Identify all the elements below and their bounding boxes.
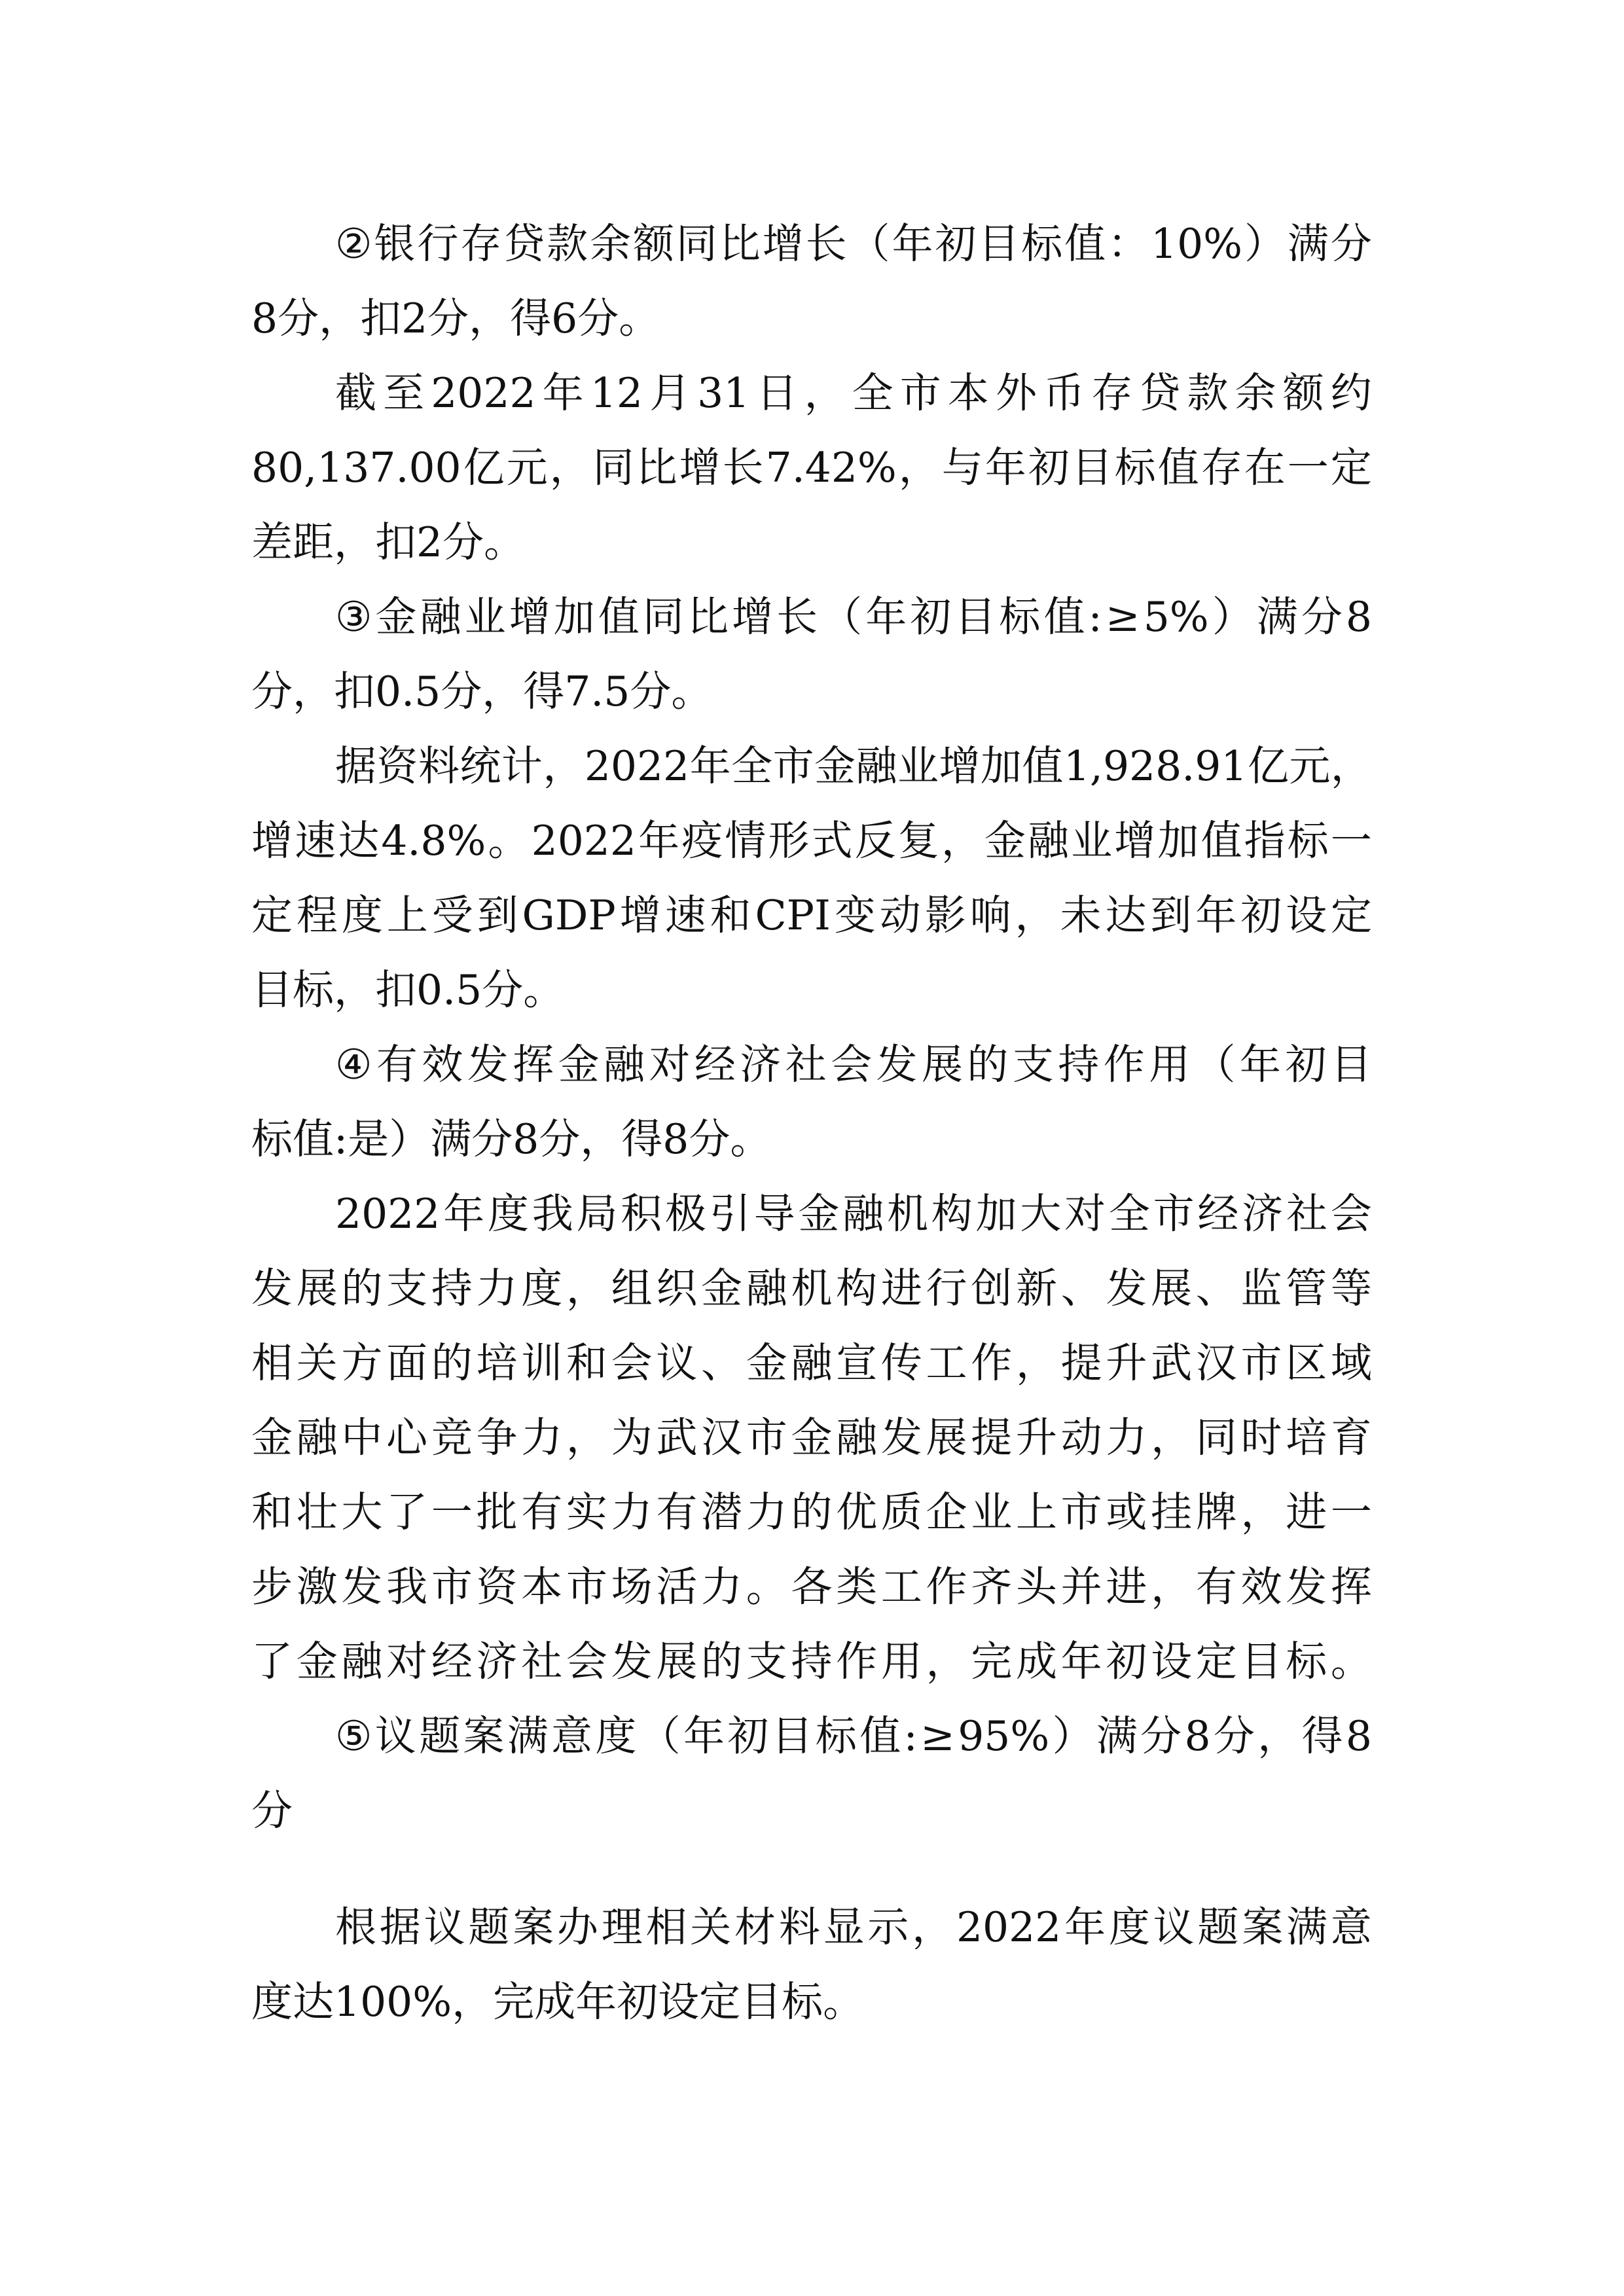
section-5-heading-line-2: 分 — [251, 1787, 293, 1835]
section-4-body-line-7: 了 金 融 对 经 济 社 会 发 展 的 支 持 作 用 ， 完 成 年 初 设 定 目 标 。 — [251, 1638, 1372, 1685]
section-3-heading-line-1: ③ 金 融 业 增 加 值 同 比 增 长 （ 年 初 目 标 值 : ≥ 5% ） 满 分 8 — [335, 593, 1372, 641]
section-4-heading-line-1: ④ 有 效 发 挥 金 融 对 经 济 社 会 发 展 的 支 持 作 用 （ 年 初 目 — [335, 1041, 1372, 1088]
section-5-body-line-2: 度达100%，完成年初设定目标。 — [251, 1978, 865, 2026]
section-4-heading-line-2: 标值:是）满分8分，得8分。 — [251, 1115, 772, 1163]
section-2-heading-line-2: 8分，扣2分，得6分。 — [251, 295, 660, 342]
section-3-body-line-1: 据 资 料 统 计 ， 2022 年 全 市 金 融 业 增 加 值 1,928.91 亿 元 ， — [335, 742, 1372, 790]
section-5-heading-line-1: ⑤ 议 题 案 满 意 度 （ 年 初 目 标 值 : ≥ 95% ） 满 分 8 分 ， 得 8 — [335, 1712, 1372, 1760]
section-3-body-line-2: 增 速 达 4.8% 。 2022 年 疫 情 形 式 反 复 ， 金 融 业 增 加 值 指 标 一 — [251, 817, 1372, 865]
section-3-body-line-3: 定 程 度 上 受 到 GDP 增 速 和 CPI 变 动 影 响 ， 未 达 到 年 初 设 定 — [251, 891, 1372, 939]
section-5-body-line-1: 根 据 议 题 案 办 理 相 关 材 料 显 示 ， 2022 年 度 议 题 案 满 意 — [335, 1903, 1372, 1951]
section-4-body-line-5: 和 壮 大 了 一 批 有 实 力 有 潜 力 的 优 质 企 业 上 市 或 挂 牌 ， 进 一 — [251, 1488, 1372, 1536]
section-4-body-line-2: 发 展 的 支 持 力 度 ， 组 织 金 融 机 构 进 行 创 新 、 发 展 、 监 管 等 — [251, 1265, 1372, 1312]
section-2-body-line-2: 80,137.00 亿 元 ， 同 比 增 长 7.42% ， 与 年 初 目 标 值 存 在 一 定 — [251, 444, 1372, 492]
section-2-body-line-1: 截 至 2022 年 12 月 31 日 ， 全 市 本 外 币 存 贷 款 余 额 约 — [335, 369, 1372, 417]
section-4-body-line-6: 步 激 发 我 市 资 本 市 场 活 力 。 各 类 工 作 齐 头 并 进 ， 有 效 发 挥 — [251, 1563, 1372, 1611]
section-3-heading-line-2: 分，扣0.5分，得7.5分。 — [251, 668, 713, 715]
section-2-heading-line-1: ② 银 行 存 贷 款 余 额 同 比 增 长 （ 年 初 目 标 值 ： 10% ） 满 分 — [335, 220, 1372, 268]
section-3-body-line-4: 目标，扣0.5分。 — [251, 966, 565, 1014]
section-2-body-line-3: 差距，扣2分。 — [251, 518, 526, 566]
section-4-body-line-4: 金 融 中 心 竞 争 力 ， 为 武 汉 市 金 融 发 展 提 升 动 力 ， 同 时 培 育 — [251, 1414, 1372, 1462]
section-4-body-line-3: 相 关 方 面 的 培 训 和 会 议 、 金 融 宣 传 工 作 ， 提 升 武 汉 市 区 域 — [251, 1339, 1372, 1387]
section-4-body-line-1: 2022 年 度 我 局 积 极 引 导 金 融 机 构 加 大 对 全 市 经 济 社 会 — [335, 1190, 1372, 1238]
